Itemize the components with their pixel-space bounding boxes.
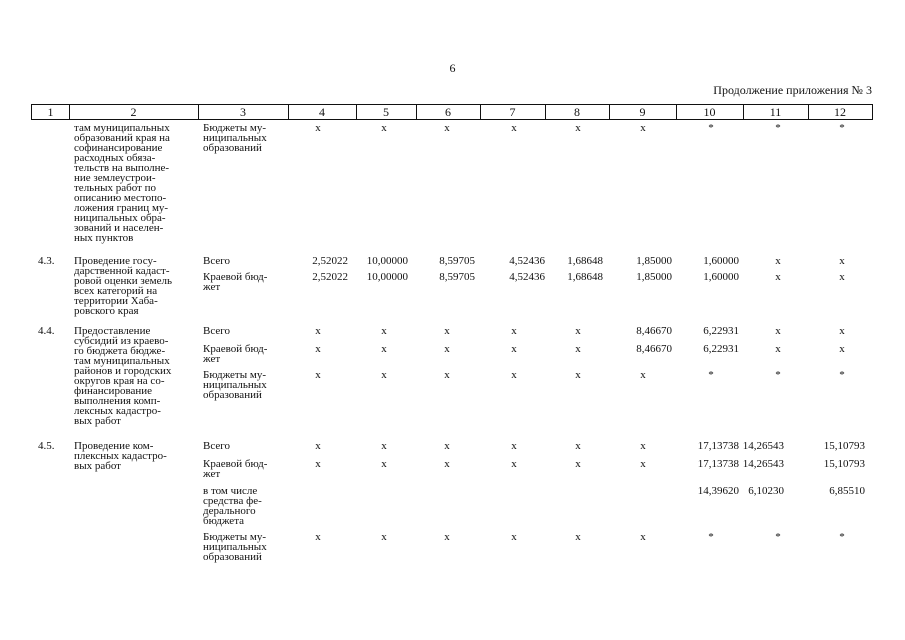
- header-divider: [356, 105, 357, 119]
- budget-label-line: образований: [203, 551, 262, 563]
- row-name-line: плексных кадастро-: [74, 450, 167, 462]
- value-cell: *: [708, 531, 714, 543]
- value-cell: x: [640, 440, 646, 452]
- value-cell: x: [381, 531, 387, 543]
- value-cell: 14,26543: [742, 440, 784, 452]
- value-cell: 17,13738: [697, 458, 739, 470]
- value-cell: 1,60000: [703, 271, 739, 283]
- value-cell: 4,52436: [509, 271, 545, 283]
- value-cell: 6,22931: [703, 343, 739, 355]
- value-cell: x: [775, 343, 781, 355]
- row-name-line: расходных обяза-: [74, 152, 156, 164]
- value-cell: x: [444, 369, 450, 381]
- header-divider: [416, 105, 417, 119]
- value-cell: *: [839, 531, 845, 543]
- value-cell: x: [315, 458, 321, 470]
- header-divider: [69, 105, 70, 119]
- header-col-11: 11: [769, 105, 782, 119]
- row-name-line: округов края на со-: [74, 375, 165, 387]
- value-cell: x: [315, 122, 321, 134]
- value-cell: x: [444, 458, 450, 470]
- header-col-2: 2: [130, 105, 137, 119]
- value-cell: x: [575, 122, 581, 134]
- value-cell: x: [575, 369, 581, 381]
- header-col-9: 9: [639, 105, 646, 119]
- value-cell: 1,85000: [636, 271, 672, 283]
- row-name-line: там муниципальных: [74, 122, 170, 134]
- value-cell: 4,52436: [509, 255, 545, 267]
- budget-label-line: Бюджеты му-: [203, 531, 266, 543]
- budget-label-line: ниципальных: [203, 379, 267, 391]
- row-name-line: тельных работ по: [74, 182, 157, 194]
- value-cell: 6,85510: [829, 485, 865, 497]
- row-name-line: вых работ: [74, 460, 121, 472]
- row-name-line: софинансирование: [74, 142, 163, 154]
- row-name-line: вых работ: [74, 415, 121, 427]
- value-cell: x: [444, 122, 450, 134]
- value-cell: *: [775, 369, 781, 381]
- value-cell: x: [640, 458, 646, 470]
- value-cell: x: [511, 440, 517, 452]
- row-name-line: Проведение госу-: [74, 255, 157, 267]
- value-cell: x: [315, 343, 321, 355]
- value-cell: *: [708, 369, 714, 381]
- budget-label-line: ниципальных: [203, 132, 267, 144]
- header-col-5: 5: [383, 105, 389, 119]
- value-cell: 15,10793: [823, 458, 865, 470]
- value-cell: x: [444, 440, 450, 452]
- row-name-line: образований края на: [74, 132, 170, 144]
- row-name-line: ровой оценки земель: [74, 275, 172, 287]
- value-cell: x: [381, 343, 387, 355]
- budget-label-line: Краевой бюд-: [203, 271, 268, 283]
- value-cell: x: [381, 458, 387, 470]
- header-col-7: 7: [509, 105, 516, 119]
- value-cell: x: [775, 255, 781, 267]
- value-cell: x: [839, 325, 845, 337]
- value-cell: 1,68648: [567, 271, 603, 283]
- row-name-line: субсидий из краево-: [74, 335, 169, 347]
- value-cell: 8,46670: [636, 343, 672, 355]
- value-cell: 14,26543: [742, 458, 784, 470]
- budget-label-line: Бюджеты му-: [203, 122, 266, 134]
- row-number: 4.5.: [38, 440, 55, 452]
- header-col-8: 8: [574, 105, 580, 119]
- appendix-continuation-note: Продолжение приложения № 3: [713, 83, 872, 97]
- row-number: 4.4.: [38, 325, 55, 337]
- value-cell: 10,00000: [366, 255, 408, 267]
- row-name-line: ных пунктов: [74, 232, 134, 244]
- value-cell: *: [708, 122, 714, 134]
- value-cell: x: [315, 440, 321, 452]
- row-name-line: финансирование: [74, 385, 153, 397]
- value-cell: 8,59705: [439, 271, 475, 283]
- budget-label-line: жет: [203, 353, 221, 365]
- value-cell: x: [640, 369, 646, 381]
- value-cell: 10,00000: [366, 271, 408, 283]
- row-name-line: ние землеустрои-: [74, 172, 156, 184]
- row-name-line: лексных кадастро-: [74, 405, 161, 417]
- value-cell: x: [640, 531, 646, 543]
- row-name-line: тельств на выполне-: [74, 162, 170, 174]
- value-cell: 6,22931: [703, 325, 739, 337]
- value-cell: 15,10793: [823, 440, 865, 452]
- value-cell: *: [775, 531, 781, 543]
- header-col-4: 4: [319, 105, 325, 119]
- header-divider: [288, 105, 289, 119]
- budget-label-line: средства фе-: [203, 495, 262, 507]
- value-cell: 6,10230: [748, 485, 784, 497]
- value-cell: 1,85000: [636, 255, 672, 267]
- header-col-3: 3: [240, 105, 246, 119]
- header-divider: [676, 105, 677, 119]
- value-cell: x: [511, 325, 517, 337]
- value-cell: x: [575, 440, 581, 452]
- value-cell: x: [315, 325, 321, 337]
- column-number-header: [31, 104, 873, 120]
- row-name-line: выполнения комп-: [74, 395, 161, 407]
- value-cell: 8,46670: [636, 325, 672, 337]
- value-cell: x: [839, 271, 845, 283]
- row-name-line: зований и населен-: [74, 222, 164, 234]
- row-name-line: всех категорий на: [74, 285, 158, 297]
- header-divider: [609, 105, 610, 119]
- value-cell: x: [575, 325, 581, 337]
- value-cell: x: [575, 458, 581, 470]
- budget-label-line: жет: [203, 281, 221, 293]
- value-cell: *: [839, 369, 845, 381]
- value-cell: x: [511, 458, 517, 470]
- budget-label-line: Всего: [203, 255, 230, 267]
- value-cell: 1,68648: [567, 255, 603, 267]
- row-name-line: там муниципальных: [74, 355, 170, 367]
- budget-label-line: образований: [203, 142, 262, 154]
- row-number: 4.3.: [38, 255, 55, 267]
- budget-label-line: Всего: [203, 325, 230, 337]
- value-cell: x: [381, 369, 387, 381]
- budget-label-line: образований: [203, 389, 262, 401]
- value-cell: x: [444, 343, 450, 355]
- budget-label-line: бюджета: [203, 515, 245, 527]
- page-number: 6: [449, 61, 456, 75]
- value-cell: x: [640, 122, 646, 134]
- budget-label-line: ниципальных: [203, 541, 267, 553]
- budget-label-line: в том числе: [203, 485, 258, 497]
- row-name-line: Проведение ком-: [74, 440, 154, 452]
- row-name-line: территории Хаба-: [74, 295, 158, 307]
- value-cell: x: [511, 343, 517, 355]
- header-col-10: 10: [703, 105, 716, 119]
- row-name-line: районов и городских: [74, 365, 172, 377]
- budget-label-line: жет: [203, 468, 221, 480]
- value-cell: x: [381, 122, 387, 134]
- value-cell: 2,52022: [312, 271, 348, 283]
- value-cell: *: [775, 122, 781, 134]
- value-cell: x: [775, 325, 781, 337]
- budget-label-line: Краевой бюд-: [203, 343, 268, 355]
- value-cell: x: [511, 531, 517, 543]
- value-cell: x: [381, 440, 387, 452]
- value-cell: x: [775, 271, 781, 283]
- header-divider: [198, 105, 199, 119]
- value-cell: 8,59705: [439, 255, 475, 267]
- row-name-line: го бюджета бюдже-: [74, 345, 166, 357]
- value-cell: x: [315, 531, 321, 543]
- value-cell: x: [444, 325, 450, 337]
- budget-label-line: дерального: [203, 505, 256, 517]
- value-cell: x: [511, 122, 517, 134]
- header-divider: [480, 105, 481, 119]
- row-name-line: описанию местопо-: [74, 192, 167, 204]
- header-col-6: 6: [445, 105, 451, 119]
- row-name-line: ложения границ му-: [74, 202, 169, 214]
- value-cell: x: [575, 343, 581, 355]
- value-cell: 1,60000: [703, 255, 739, 267]
- row-name-line: ровского края: [74, 305, 139, 317]
- row-name-line: дарственной кадаст-: [74, 265, 170, 277]
- header-col-1: 1: [47, 105, 54, 119]
- budget-label-line: Бюджеты му-: [203, 369, 266, 381]
- value-cell: x: [839, 343, 845, 355]
- header-col-12: 12: [834, 105, 846, 119]
- value-cell: x: [444, 531, 450, 543]
- row-name-line: Предоставление: [74, 325, 151, 337]
- value-cell: x: [839, 255, 845, 267]
- header-divider: [743, 105, 744, 119]
- value-cell: 17,13738: [697, 440, 739, 452]
- value-cell: x: [381, 325, 387, 337]
- budget-label-line: Краевой бюд-: [203, 458, 268, 470]
- value-cell: *: [839, 122, 845, 134]
- header-divider: [545, 105, 546, 119]
- value-cell: x: [315, 369, 321, 381]
- row-name-line: ниципальных обра-: [74, 212, 166, 224]
- value-cell: x: [511, 369, 517, 381]
- budget-label-line: Всего: [203, 440, 230, 452]
- value-cell: 2,52022: [312, 255, 348, 267]
- value-cell: x: [575, 531, 581, 543]
- value-cell: 14,39620: [697, 485, 739, 497]
- header-divider: [808, 105, 809, 119]
